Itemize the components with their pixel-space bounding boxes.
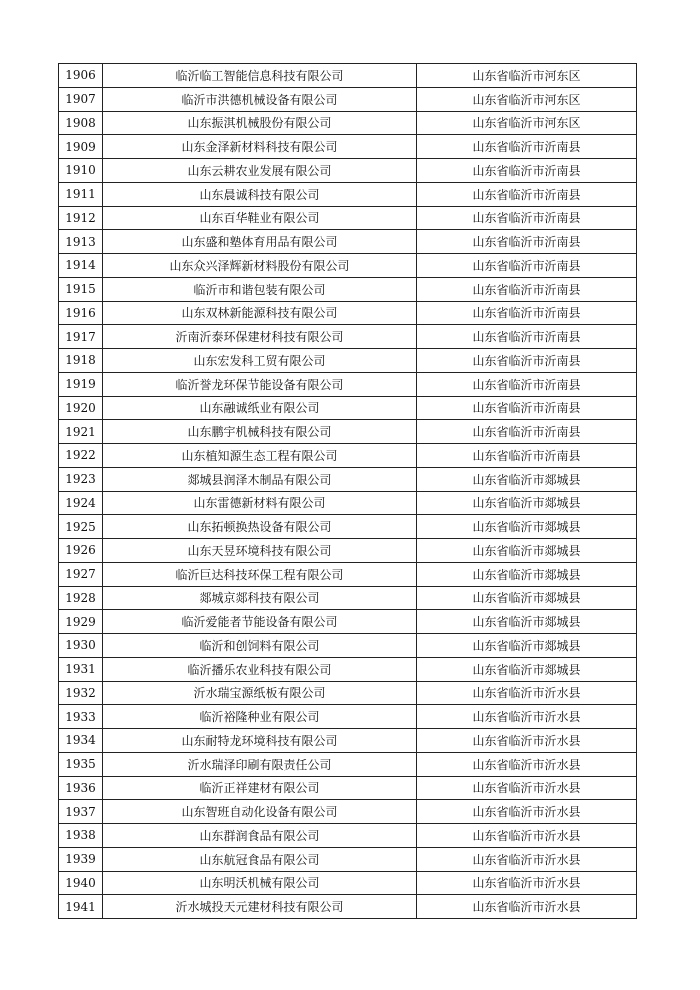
- region-cell: 山东省临沂市沂水县: [417, 776, 637, 800]
- region-cell: 山东省临沂市沂水县: [417, 681, 637, 705]
- row-number-cell: 1932: [59, 681, 103, 705]
- table-row: [59, 539, 637, 563]
- row-number-cell: 1907: [59, 87, 103, 111]
- row-number-cell: 1925: [59, 515, 103, 539]
- company-name-cell: 山东盛和塾体育用品有限公司: [103, 230, 417, 254]
- company-name-cell: 山东拓顿换热设备有限公司: [103, 515, 417, 539]
- table-row: [59, 372, 637, 396]
- row-number-cell: 1912: [59, 206, 103, 230]
- row-number-cell: 1913: [59, 230, 103, 254]
- table-row: [59, 325, 637, 349]
- region-cell: 山东省临沂市沂水县: [417, 847, 637, 871]
- company-name-cell: 临沂誉龙环保节能设备有限公司: [103, 372, 417, 396]
- company-name-cell: 山东金泽新材料科技有限公司: [103, 135, 417, 159]
- company-name-cell: 山东雷德新材料有限公司: [103, 491, 417, 515]
- region-cell: 山东省临沂市沂南县: [417, 420, 637, 444]
- row-number-cell: 1928: [59, 586, 103, 610]
- company-name-cell: 山东振淇机械股份有限公司: [103, 111, 417, 135]
- region-cell: 山东省临沂市郯城县: [417, 634, 637, 658]
- row-number-cell: 1915: [59, 277, 103, 301]
- region-cell: 山东省临沂市沂水县: [417, 895, 637, 919]
- row-number-cell: 1917: [59, 325, 103, 349]
- row-number-cell: 1927: [59, 562, 103, 586]
- row-number-cell: 1920: [59, 396, 103, 420]
- region-cell: 山东省临沂市郯城县: [417, 586, 637, 610]
- company-name-cell: 临沂市和谐包装有限公司: [103, 277, 417, 301]
- region-cell: 山东省临沂市沂南县: [417, 277, 637, 301]
- table-row: [59, 847, 637, 871]
- row-number-cell: 1916: [59, 301, 103, 325]
- company-name-cell: 山东明沃机械有限公司: [103, 871, 417, 895]
- company-name-cell: 山东融诚纸业有限公司: [103, 396, 417, 420]
- table-row: [59, 111, 637, 135]
- table-row: [59, 135, 637, 159]
- company-name-cell: 山东植知源生态工程有限公司: [103, 444, 417, 468]
- table-row: [59, 705, 637, 729]
- table-row: [59, 467, 637, 491]
- table-row: [59, 444, 637, 468]
- row-number-cell: 1924: [59, 491, 103, 515]
- region-cell: 山东省临沂市沂南县: [417, 254, 637, 278]
- row-number-cell: 1923: [59, 467, 103, 491]
- table-row: [59, 230, 637, 254]
- company-name-cell: 临沂市洪德机械设备有限公司: [103, 87, 417, 111]
- region-cell: 山东省临沂市沂南县: [417, 349, 637, 373]
- region-cell: 山东省临沂市郯城县: [417, 515, 637, 539]
- region-cell: 山东省临沂市沂南县: [417, 135, 637, 159]
- table-row: [59, 64, 637, 88]
- region-cell: 山东省临沂市河东区: [417, 64, 637, 88]
- row-number-cell: 1910: [59, 159, 103, 183]
- company-name-cell: 山东众兴泽辉新材料股份有限公司: [103, 254, 417, 278]
- company-name-cell: 山东航冠食品有限公司: [103, 847, 417, 871]
- region-cell: 山东省临沂市郯城县: [417, 562, 637, 586]
- company-name-cell: 沂水瑞泽印刷有限责任公司: [103, 752, 417, 776]
- region-cell: 山东省临沂市沂南县: [417, 396, 637, 420]
- row-number-cell: 1930: [59, 634, 103, 658]
- row-number-cell: 1909: [59, 135, 103, 159]
- table-row: [59, 824, 637, 848]
- row-number-cell: 1911: [59, 182, 103, 206]
- company-name-cell: 山东鹏宇机械科技有限公司: [103, 420, 417, 444]
- table-row: [59, 610, 637, 634]
- company-name-cell: 山东群润食品有限公司: [103, 824, 417, 848]
- company-name-cell: 山东天昱环境科技有限公司: [103, 539, 417, 563]
- region-cell: 山东省临沂市沂水县: [417, 824, 637, 848]
- row-number-cell: 1922: [59, 444, 103, 468]
- table-row: [59, 871, 637, 895]
- table-row: [59, 895, 637, 919]
- row-number-cell: 1908: [59, 111, 103, 135]
- table-row: [59, 159, 637, 183]
- table-row: [59, 254, 637, 278]
- region-cell: 山东省临沂市郯城县: [417, 491, 637, 515]
- row-number-cell: 1918: [59, 349, 103, 373]
- region-cell: 山东省临沂市沂南县: [417, 159, 637, 183]
- company-name-cell: 沂南沂泰环保建材科技有限公司: [103, 325, 417, 349]
- region-cell: 山东省临沂市沂南县: [417, 444, 637, 468]
- row-number-cell: 1926: [59, 539, 103, 563]
- table-row: [59, 301, 637, 325]
- company-name-cell: 山东智班自动化设备有限公司: [103, 800, 417, 824]
- company-name-cell: 山东宏发科工贸有限公司: [103, 349, 417, 373]
- region-cell: 山东省临沂市沂南县: [417, 206, 637, 230]
- row-number-cell: 1941: [59, 895, 103, 919]
- region-cell: 山东省临沂市沂水县: [417, 752, 637, 776]
- region-cell: 山东省临沂市沂水县: [417, 800, 637, 824]
- row-number-cell: 1921: [59, 420, 103, 444]
- table-row: [59, 396, 637, 420]
- row-number-cell: 1939: [59, 847, 103, 871]
- row-number-cell: 1936: [59, 776, 103, 800]
- company-name-cell: 山东耐特龙环境科技有限公司: [103, 729, 417, 753]
- row-number-cell: 1937: [59, 800, 103, 824]
- region-cell: 山东省临沂市沂南县: [417, 325, 637, 349]
- row-number-cell: 1929: [59, 610, 103, 634]
- table-row: [59, 752, 637, 776]
- table-row: [59, 206, 637, 230]
- table-row: [59, 657, 637, 681]
- row-number-cell: 1933: [59, 705, 103, 729]
- table-row: [59, 515, 637, 539]
- row-number-cell: 1938: [59, 824, 103, 848]
- region-cell: 山东省临沂市河东区: [417, 87, 637, 111]
- row-number-cell: 1906: [59, 64, 103, 88]
- company-list-table-container: [58, 63, 637, 919]
- region-cell: 山东省临沂市郯城县: [417, 467, 637, 491]
- table-row: [59, 681, 637, 705]
- table-row: [59, 349, 637, 373]
- region-cell: 山东省临沂市郯城县: [417, 539, 637, 563]
- company-name-cell: 山东百华鞋业有限公司: [103, 206, 417, 230]
- company-name-cell: 临沂和创饲料有限公司: [103, 634, 417, 658]
- table-row: [59, 87, 637, 111]
- company-name-cell: 郯城京郯科技有限公司: [103, 586, 417, 610]
- company-name-cell: 临沂临工智能信息科技有限公司: [103, 64, 417, 88]
- table-row: [59, 586, 637, 610]
- table-row: [59, 729, 637, 753]
- table-row: [59, 277, 637, 301]
- region-cell: 山东省临沂市河东区: [417, 111, 637, 135]
- company-name-cell: 山东晨诚科技有限公司: [103, 182, 417, 206]
- table-row: [59, 491, 637, 515]
- region-cell: 山东省临沂市沂南县: [417, 372, 637, 396]
- row-number-cell: 1934: [59, 729, 103, 753]
- row-number-cell: 1919: [59, 372, 103, 396]
- table-row: [59, 420, 637, 444]
- region-cell: 山东省临沂市沂水县: [417, 729, 637, 753]
- region-cell: 山东省临沂市沂水县: [417, 871, 637, 895]
- company-name-cell: 临沂正祥建材有限公司: [103, 776, 417, 800]
- company-name-cell: 沂水瑞宝源纸板有限公司: [103, 681, 417, 705]
- table-row: [59, 182, 637, 206]
- company-name-cell: 山东双林新能源科技有限公司: [103, 301, 417, 325]
- company-list-table: [58, 63, 637, 919]
- table-body: [59, 64, 637, 919]
- row-number-cell: 1931: [59, 657, 103, 681]
- company-name-cell: 临沂裕隆种业有限公司: [103, 705, 417, 729]
- region-cell: 山东省临沂市沂南县: [417, 182, 637, 206]
- region-cell: 山东省临沂市郯城县: [417, 657, 637, 681]
- company-name-cell: 郯城县润泽木制品有限公司: [103, 467, 417, 491]
- table-row: [59, 562, 637, 586]
- row-number-cell: 1935: [59, 752, 103, 776]
- row-number-cell: 1914: [59, 254, 103, 278]
- row-number-cell: 1940: [59, 871, 103, 895]
- region-cell: 山东省临沂市沂南县: [417, 301, 637, 325]
- table-row: [59, 776, 637, 800]
- company-name-cell: 山东云耕农业发展有限公司: [103, 159, 417, 183]
- region-cell: 山东省临沂市郯城县: [417, 610, 637, 634]
- company-name-cell: 临沂播乐农业科技有限公司: [103, 657, 417, 681]
- region-cell: 山东省临沂市沂南县: [417, 230, 637, 254]
- table-row: [59, 634, 637, 658]
- table-row: [59, 800, 637, 824]
- company-name-cell: 沂水城投天元建材科技有限公司: [103, 895, 417, 919]
- company-name-cell: 临沂巨达科技环保工程有限公司: [103, 562, 417, 586]
- company-name-cell: 临沂爱能者节能设备有限公司: [103, 610, 417, 634]
- region-cell: 山东省临沂市沂水县: [417, 705, 637, 729]
